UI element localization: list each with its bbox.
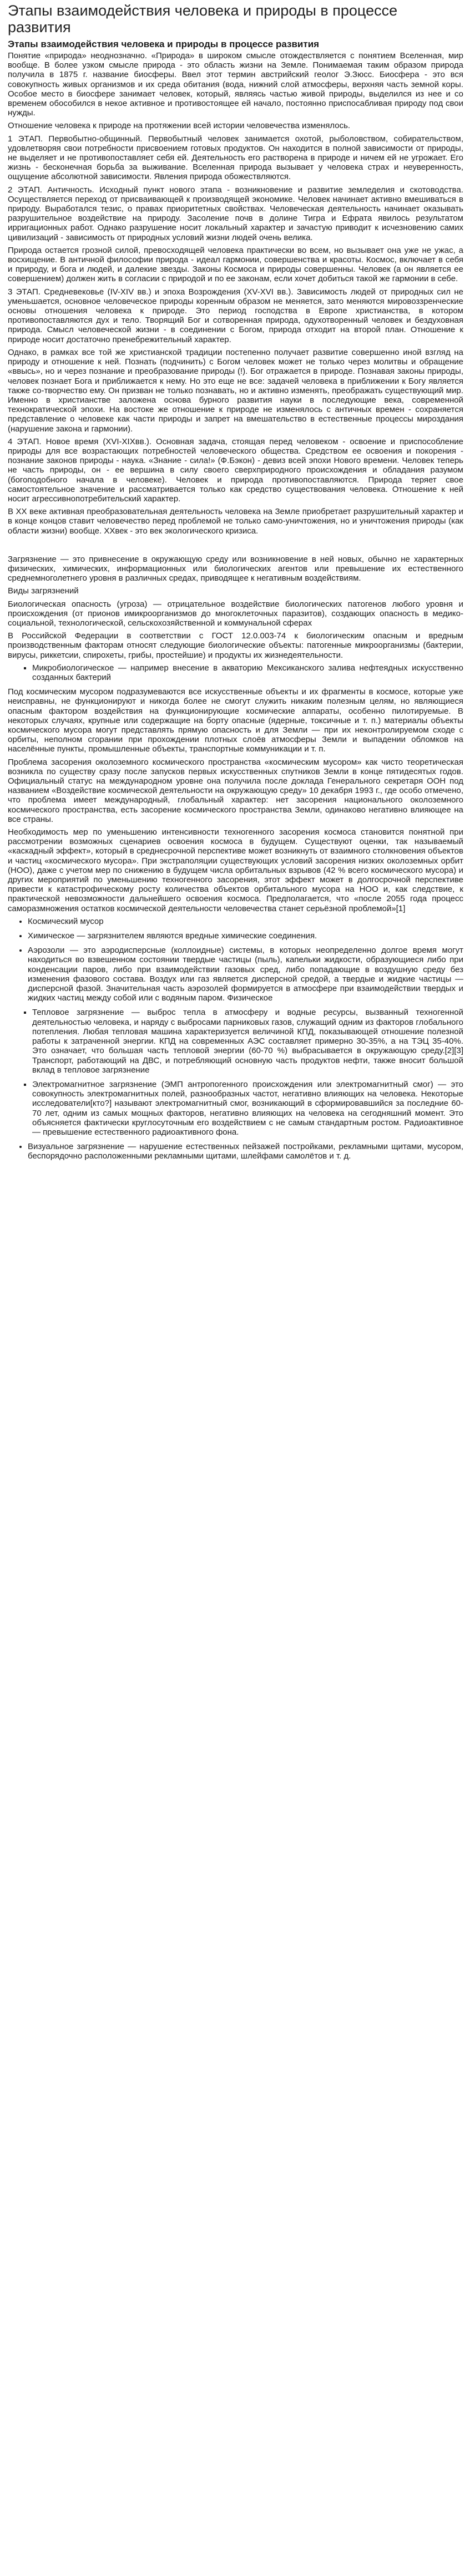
paragraph-stage-3: 3 ЭТАП. Средневековье (ΙV-XΙV вв.) и эпоха Возрождения (XV-XVI вв.). Зависимость людей от природных сил не уменьшается, основное человеческое природы коренным образом не меняется, зато меняются мировоззренческие основы отношения человека к природе. Это период господства в Европе христианства, в котором противопоставляются дух и тело. Творящий Бог и сотворенная природа, одухотворенный человек и бездуховная природа. Смысл человеческой жизни - в соединении с Богом, природа отходит на второй план. Отношение к природе носит достаточно пренебрежительный характер. [8, 287, 463, 344]
paragraph-space-debris: Под космическим мусором подразумеваются все искусственные объекты и их фрагменты в космосе, которые уже неисправны, не функционируют и никогда более не смогут служить никаким полезным целям, но являющиеся опасным фактором воздействия на функционирующие космические аппараты, особенно пилотируемые. В некоторых случаях, крупные или содержащие на борту опасные (ядерные, токсичные и т. п.) материалы объекты космического мусора могут представлять прямую опасность и для Земли — при их неконтролируемом сходе с орбиты, неполном сгорании при прохождении плотных слоёв атмосферы Земли и выпадении обломков на населённые пункты, промышленные объекты, транспортные коммуникации и т. п. [8, 687, 463, 754]
paragraph-christian-view: Однако, в рамках все той же христианской традиции постепенно получает развитие совершенно иной взгляд на природу и отношение к ней. Познать (подчинить) с Богом человек может не только через молитвы и обращение «ввысь», но и через познание и преобразование природы (!). Бог отражается в природе. Познавая законы природы, человек познает Бога и приближается к нему. Но это еще не все: задачей человека в приближении к Богу является также со-творчество ему. Он призван не только познавать, но и активно изменять, преображать существующий мир. Именно в христианстве заложена основа бурного развития науки в последующие века, современной технократической эпохи. На востоке же отношение к природе не изменялось с античных времен - сохраняется представление о человеке как части природы и запрет на вмешательство в естественные процессы мироздания (нарушение закона и гармонии). [8, 347, 463, 434]
list-item-space-debris: • Космический мусор [28, 917, 463, 926]
page-title: Этапы взаимодействия человека и природы в процессе развития [8, 2, 398, 35]
paragraph-history-intro: Отношение человека к природе на протяжении всей истории человечества изменялось. [8, 121, 351, 131]
paragraph-rf-gost: В Российской Федерации в соответствии с ГОСТ 12.0.003-74 к биологическим опасным и вредным производственным факторам относят следующие биологические объекты: патогенные микроорганизмы (бактерии, вирусы, риккетсии, спирохеты, грибы, простейшие) и продукты их жизнедеятельности. [8, 631, 463, 660]
paragraph-space-problem: Проблема засорения околоземного космического пространства «космическим мусором» как чисто теоретическая возникла по существу сразу после запусков первых искусственных спутников Земли в конце пятидесятых годов. Официальный статус на международном уровне она получила после доклада Генерального секретаря ООН под названием «Воздействие космической деятельности на окружающую среду» 10 декабря 1993 г., где особо отмечено, что проблема имеет международный, глобальный характер: нет засорения национального околоземного космического пространства, есть засорение космического пространства Земли, одинаково негативно влияющее на все страны. [8, 757, 463, 824]
section-heading: Этапы взаимодействия человека и природы в процессе развития [8, 39, 320, 49]
paragraph-stage-4: 4 ЭТАП. Новое время (XVI-XIXвв.). Основная задача, стоящая перед человеком - освоение и приспособление природы для все возрастающих потребностей человеческого общества. Средством ее освоения и покорения - познание законов природы - наука. «Знание - сила!» (Ф.Бэкон) - девиз всей эпохи Нового времени. Человек теперь не часть природы, он - ее вершина в силу своего сверхприродного происхождения и обладания разумом (богоподобного начала в человеке). Человек и природа противопоставляются. Природа теряет свое самостоятельное значение и рассматривается только как средство существования человека. Отношение к ней носит агрессивнопотребительский характер. [8, 436, 463, 504]
list-item-visual: • Визуальное загрязнение — нарушение естественных пейзажей постройками, рекламными щитами, мусором, беспорядочно расположенными рекламными щитами, шлейфами самолётов и т. д. [28, 1142, 463, 1161]
list-item-chemical: • Химическое — загрязнителем являются вредные химические соединения. [28, 931, 463, 941]
paragraph-stage-2: 2 ЭТАП. Античность. Исходный пункт нового этапа - возникновение и развитие земледелия и скотоводства. Осуществляется переход от присваивающей к производящей экономике. Человек начинает активно вмешиваться в природу. Выработался тезис, о правах приоритетных свойствах. Человеческая деятельность начинает оказывать разрушительное воздействие на природу. Засоление почв в долине Тигра и Ефрата явилось результатом ирригационных работ. Однако разрушение носит локальный характер и зачастую приводит к исчезновению самих цивилизаций - зависимость от природных условий жизни людей очень велика. [8, 185, 463, 242]
paragraph-20th-century: В XX веке активная преобразовательная деятельность человека на Земле приобретает разрушительный характер и в конце концов ставит человечество перед проблемой не только само-уничтожения, но и уничтожения природы (как области жизни) вообще. XXвек - это век экологического кризиса. [8, 507, 463, 536]
pollution-types-list [8, 917, 463, 1003]
paragraph-biosphere: Понятие «природа» неоднозначно. «Природа» в широком смысле отождествляется с понятием Вселенная, мир вообще. В более узком смысле природа - это область жизни на Земле. Понимаемая таким образом природа получила в 1875 г. название биосферы. Ввел этот термин австрийский геолог Э.Зюсс. Биосфера - это вся совокупность живых организмов и их среда обитания (вода, нижний слой атмосферы, верхняя часть земной коры. Особое место в биосфере занимает человек, который, являясь частью живой природы, выделился из нее и со временем обособился в некое активное и противостоящее ей начало, постоянно приспосабливая природу под свои нужды. [8, 51, 463, 118]
list-item-electromagnetic: ▪ Электромагнитное загрязнение (ЭМП антропогенного происхождения или электромагнитный смог) — это совокупность электромагнитных полей, разнообразных частот, негативно влияющих на человека. Некоторые исследователи[кто?] называют электромагнитный смог, возникающий в сформировавшийся за последние 60-70 лет, одним из самых мощных факторов, негативно влияющих на человека на сегодняшний момент. Это объясняется фактически круглосуточным его воздействием с не самым стандартным ростом. Радиоактивное — превышение естественного радиоактивного фона. [32, 1080, 463, 1137]
physical-pollution-list [8, 1008, 463, 1137]
document-page [0, 0, 470, 1171]
paragraph-pollution-definition: Загрязнение — это привнесение в окружающую среду или возникновение в ней новых, обычно не характерных физических, химических, информационных или биологических агентов или превышение их естественного среднемноголетнего уровня в различных средах, приводящее к негативным воздействиям. [8, 554, 463, 583]
paragraph-stage-1: 1 ЭТАП. Первобытно-общинный. Первобытный человек занимается охотой, рыболовством, собирательством, удовлетворяя свои потребности присвоением готовых продуктов. Он находится в полной зависимости от природы, не выделяет и не противопоставляет себя ей. Деятельность его растворена в природе и ничем ей не угрожает. Его жизнь - бесконечная борьба за выживание. Вселенная природа вызывает у человека страх и неуверенность, ощущение абсолютной зависимости. Явления природа обожествляются. [8, 134, 463, 182]
list-item-thermal: ▪ Тепловое загрязнение — выброс тепла в атмосферу и водные ресурсы, вызванный техногенной деятельностью человека, и наряду с выбросами парниковых газов, служащий одним из факторов глобального потепления. Любая тепловая машина характеризуется величиной КПД, показывающей отношение полезной работы к затраченной энергии. КПД на современных АЭС составляет примерно 30-35%, а на ТЭЦ 35-40%. Это означает, что большая часть тепловой энергии (60-70 %) выбрасывается в окружающую среду.[2][3] Транспорт, работающий на ДВС, и потребляющий основную часть продуктов нефти, также вносит большой вклад в тепловое загрязнение [32, 1008, 463, 1074]
paragraph-antiquity-nature: Природа остается грозной силой, превосходящей человека практически во всем, но вызывает она уже не ужас, а восхищение. В античной философии природа - идеал гармонии, совершенства и красоты. Космос, включает в себя и природу, и бога и людей, и далекие звезды. Законы Космоса и природы совершенны. Человек (а он является ее совершением) должен жить в согласии с природой и по ее законам, если хочет добиться такой же гармонии в себе. [8, 245, 463, 284]
paragraph-need-measures: Необходимость мер по уменьшению интенсивности техногенного засорения космоса становится понятной при рассмотрении возможных сценариев освоения космоса в будущем. Существуют оценки, так называемый «каскадный эффект», который в среднесрочной перспективе может возникнуть от взаимного столкновения объектов и частиц «космического мусора». При экстраполяции существующих условий засорения низких околоземных орбит (НОО), даже с учетом мер по снижению в будущем числа орбитальных взрывов (42 % всего космического мусора) и других мероприятий по уменьшению техногенного засорения, этот эффект может в долгосрочной перспективе привести к катастрофическому росту количества объектов орбитального мусора на НОО и, как следствие, к практической невозможности дальнейшего освоения космоса. Предполагается, что «после 2055 года процесс саморазмножения остатков космической деятельности человечества станет серьёзной проблемой»[1] [8, 827, 463, 913]
visual-pollution-list [8, 1142, 463, 1161]
microbiological-list [8, 663, 463, 682]
pollution-types-heading: Виды загрязнений [8, 586, 79, 596]
pollution-section [8, 555, 463, 1161]
list-item-aerosols: • Аэрозоли — это аэродисперсные (коллоидные) системы, в которых неопределенно долгое время могут находиться во взвешенном состоянии твердые частицы (пыль), капельки жидкости, образующиеся либо при конденсации паров, либо при взаимодействии газовых сред, либо попадающие в воздушную среду без изменения фазового состава. Воздух или газ является дисперсной средой, а твердые и жидкие частицы — дисперсной фазой. Значительная часть аэрозолей формируется в атмосфере при взаимодействии твердых и жидких частиц между собой или с водяным паром. Физическое [28, 946, 463, 1003]
paragraph-biological-hazard: Биологическая опасность (угроза) — отрицательное воздействие биологических патогенов любого уровня и происхождения (от прионов имикроорганизмов до многоклеточных паразитов), создающих опасность в медико-социальной, технологической, сельскохозяйственной и коммунальной сферах [8, 599, 463, 628]
list-item-microbiological: ▪ Микробиологическое — например внесение в акваторию Мексиканского залива нефтеядных искусственно созданных бактерий [32, 663, 463, 682]
